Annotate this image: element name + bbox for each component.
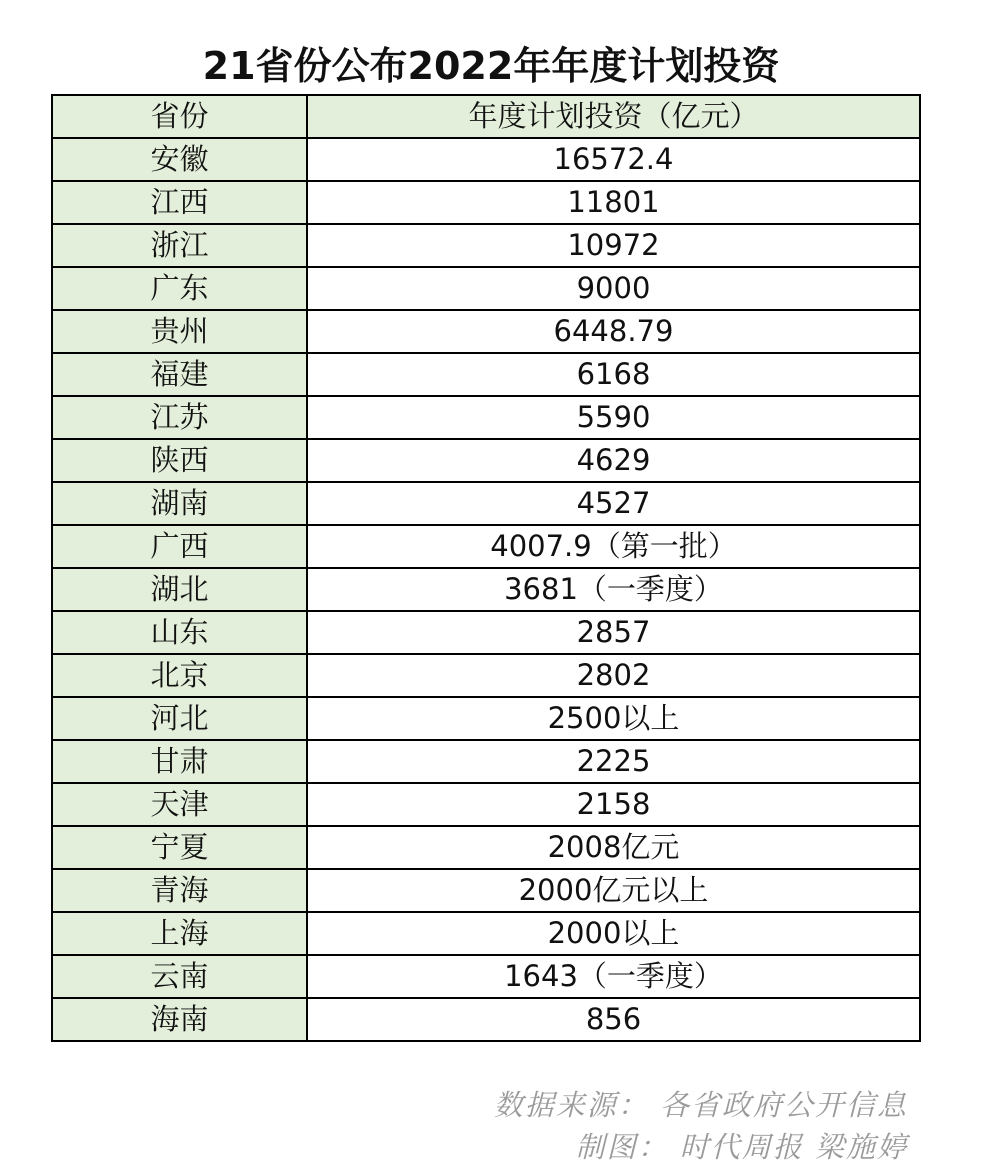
table-row — [52, 353, 920, 396]
investment-value-cell: 2158 — [307, 783, 920, 826]
table-row — [52, 310, 920, 353]
province-cell: 浙江 — [52, 224, 307, 267]
investment-value-cell: 6448.79 — [307, 310, 920, 353]
table-header-row — [52, 95, 920, 138]
investment-value-cell: 11801 — [307, 181, 920, 224]
province-cell: 陕西 — [52, 439, 307, 482]
investment-value-cell: 3681（一季度） — [307, 568, 920, 611]
province-cell: 海南 — [52, 998, 307, 1041]
table-row — [52, 224, 920, 267]
table-row — [52, 998, 920, 1041]
investment-value-cell: 9000 — [307, 267, 920, 310]
table-row — [52, 955, 920, 998]
province-cell: 江西 — [52, 181, 307, 224]
investment-table — [51, 94, 921, 1042]
table-row — [52, 740, 920, 783]
investment-value-cell: 6168 — [307, 353, 920, 396]
investment-value-cell: 10972 — [307, 224, 920, 267]
investment-value-cell: 1643（一季度） — [307, 955, 920, 998]
investment-value-cell: 4527 — [307, 482, 920, 525]
investment-value-cell: 5590 — [307, 396, 920, 439]
investment-value-cell: 2000亿元以上 — [307, 869, 920, 912]
table-row — [52, 654, 920, 697]
province-cell: 湖南 — [52, 482, 307, 525]
province-cell: 福建 — [52, 353, 307, 396]
province-cell: 河北 — [52, 697, 307, 740]
province-cell: 北京 — [52, 654, 307, 697]
page-title: 21省份公布2022年年度计划投资 — [202, 44, 780, 88]
investment-value-cell: 2802 — [307, 654, 920, 697]
table-row — [52, 482, 920, 525]
investment-value-cell: 4629 — [307, 439, 920, 482]
table-row — [52, 138, 920, 181]
table-row — [52, 697, 920, 740]
province-cell: 甘肃 — [52, 740, 307, 783]
data-source-note: 数据来源： 各省政府公开信息 — [493, 1088, 908, 1122]
credits — [494, 1084, 908, 1168]
investment-value-cell: 16572.4 — [307, 138, 920, 181]
province-cell: 贵州 — [52, 310, 307, 353]
table-row — [52, 439, 920, 482]
table-row — [52, 611, 920, 654]
investment-value-cell: 2225 — [307, 740, 920, 783]
province-cell: 天津 — [52, 783, 307, 826]
table-row — [52, 525, 920, 568]
province-cell: 江苏 — [52, 396, 307, 439]
province-cell: 宁夏 — [52, 826, 307, 869]
table-row — [52, 396, 920, 439]
table-body — [52, 95, 920, 1041]
province-cell: 上海 — [52, 912, 307, 955]
column-header-investment: 年度计划投资（亿元） — [307, 95, 920, 138]
table-row — [52, 267, 920, 310]
province-cell: 安徽 — [52, 138, 307, 181]
province-cell: 青海 — [52, 869, 307, 912]
table-row — [52, 783, 920, 826]
investment-value-cell: 2500以上 — [307, 697, 920, 740]
investment-value-cell: 2857 — [307, 611, 920, 654]
province-cell: 广东 — [52, 267, 307, 310]
province-cell: 湖北 — [52, 568, 307, 611]
investment-value-cell: 2000以上 — [307, 912, 920, 955]
province-cell: 云南 — [52, 955, 307, 998]
province-cell: 山东 — [52, 611, 307, 654]
investment-value-cell: 4007.9（第一批） — [307, 525, 920, 568]
chart-author-note: 制图： 时代周报 梁施婷 — [575, 1130, 908, 1164]
column-header-province: 省份 — [52, 95, 307, 138]
table-row — [52, 869, 920, 912]
investment-value-cell: 2008亿元 — [307, 826, 920, 869]
table-row — [52, 181, 920, 224]
table-row — [52, 568, 920, 611]
table-row — [52, 912, 920, 955]
province-cell: 广西 — [52, 525, 307, 568]
investment-value-cell: 856 — [307, 998, 920, 1041]
table-row — [52, 826, 920, 869]
